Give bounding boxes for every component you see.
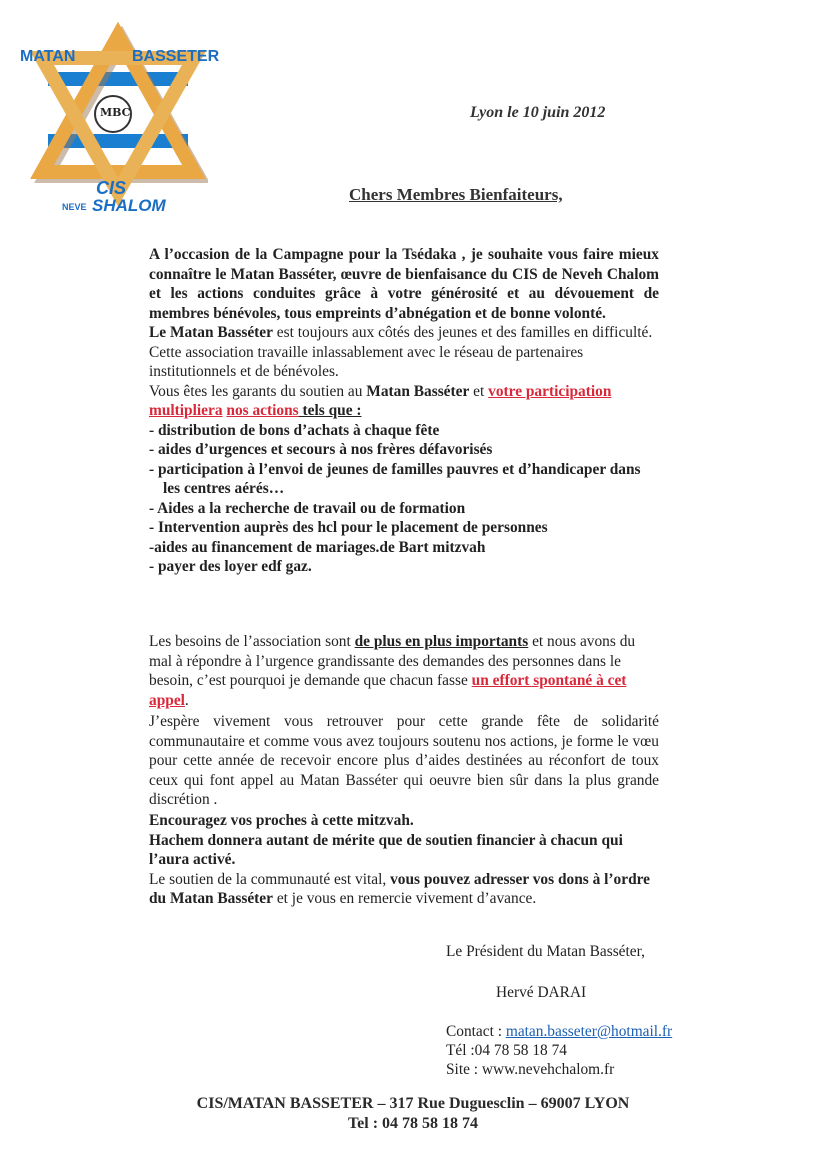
org-name: Le Matan Basséter — [149, 324, 273, 341]
intro-line-3: Cette association travaille inlassablement avec le réseau de partenaires institutionnels et de bénévoles. — [149, 343, 584, 380]
highlight-participation: votre participation multipliera — [149, 382, 612, 419]
contact-email-line — [446, 1022, 672, 1041]
logo-neve: NEVE — [62, 202, 87, 212]
needs-b: et nous avons du mal à répondre à l’urgence grandissante des demandes des personnes dans le besoin, c’est pourquoi je demande que chacun fasse — [149, 633, 636, 689]
needs-text — [149, 632, 659, 710]
footer — [0, 1094, 826, 1134]
signature-title: Le Président du Matan Basséter, — [446, 943, 645, 960]
logo-cis: CIS — [96, 178, 127, 198]
list-item: - Aides a la recherche de travail ou de formation — [149, 499, 466, 517]
list-item: -aides au financement de mariages.de Bart mitzvah — [149, 538, 486, 556]
list-item: - distribution de bons d’achats à chaque fête — [149, 421, 440, 439]
closing-line-3 — [149, 870, 659, 909]
logo — [18, 22, 220, 222]
highlight-needs: de plus en plus importants — [354, 633, 529, 650]
intro-line-2 — [149, 323, 659, 343]
hope-paragraph: J’espère vivement vous retrouver pour cette grande fête de solidarité communautaire et comme vous avez toujours soutenu nos actions, je forme le vœu pour cette année de recevoir encore plus d’aides destinées au réconfort de toux ceux qui font appel au Matan Basséter qui oeuvre bien sûr dans la plus grande discrétion . — [149, 713, 659, 808]
list-item: - participation à l’envoi de jeunes de familles pauvres et d’handicaper dans — [149, 460, 641, 478]
logo-shalom: SHALOM — [92, 196, 166, 215]
logo-matan: MATAN — [20, 48, 76, 65]
closing-3b: et je vous en remercie vivement d’avance. — [272, 890, 537, 907]
closing-line-1: Encouragez vos proches à cette mitzvah. — [149, 812, 414, 829]
needs-c: . — [184, 691, 189, 709]
list-item-continuation: les centres aérés… — [163, 480, 285, 497]
footer-phone: Tel : 04 78 58 18 74 — [347, 1115, 479, 1132]
list-item: - payer des loyer edf gaz. — [149, 558, 312, 575]
contact-label: Contact : — [446, 1023, 506, 1040]
logo-monogram: MBC — [100, 106, 131, 119]
contact-site: Site : www.nevehchalom.fr — [446, 1061, 615, 1078]
actions-list — [149, 421, 659, 577]
intro-line-2-text: est toujours aux côtés des jeunes et des familles en difficulté. — [272, 324, 653, 341]
contact-phone: Tél :04 78 58 18 74 — [446, 1042, 567, 1059]
closing-3a: Le soutien de la communauté est vital, — [149, 870, 391, 888]
closing-line-2: Hachem donnera autant de mérite que de soutien financier à chacun qui l’aura activé. — [149, 831, 623, 868]
intro-paragraph: A l’occasion de la Campagne pour la Tsédaka , je souhaite vous faire mieux connaître le Matan Basséter, œuvre de bienfaisance du CIS de Neveh Chalom et les actions conduites grâce à votre générosité et au dévouement de membres bénévoles, tous empreints d’abnégation et de bonne volonté. — [149, 246, 659, 322]
closing-3-bold: vous pouvez adresser vos dons à l’ordre du Matan Basséter — [149, 870, 651, 907]
email-link[interactable]: matan.basseter@hotmail.fr — [505, 1023, 673, 1040]
closing-section — [149, 811, 659, 909]
salutation: Chers Membres Bienfaiteurs, — [349, 185, 563, 204]
logo-basseter: BASSETER — [132, 48, 220, 65]
footer-address: CIS/MATAN BASSETER – 317 Rue Duguesclin – 69007 LYON — [196, 1095, 630, 1112]
list-item: - Intervention auprès des hcl pour le placement de personnes — [149, 519, 548, 536]
list-item: - aides d’urgences et secours à nos frères défavorisés — [149, 441, 493, 458]
needs-a: Les besoins de l’association sont — [149, 633, 355, 650]
org-name: Matan Basséter — [366, 382, 470, 400]
contact-block — [446, 1022, 672, 1079]
tels-que: tels que : — [298, 402, 362, 419]
signature-name: Hervé DARAI — [496, 984, 587, 1001]
highlight-actions: nos actions — [226, 402, 299, 419]
intro-section — [149, 245, 659, 577]
intro-line-4-a: Vous êtes les garants du soutien au — [149, 382, 367, 400]
highlight-effort: un effort spontané à cet appel — [149, 672, 627, 709]
letter-date: Lyon le 10 juin 2012 — [470, 104, 606, 121]
needs-paragraph — [149, 632, 659, 710]
intro-line-4 — [149, 382, 659, 421]
intro-line-4-b: et — [469, 382, 489, 400]
